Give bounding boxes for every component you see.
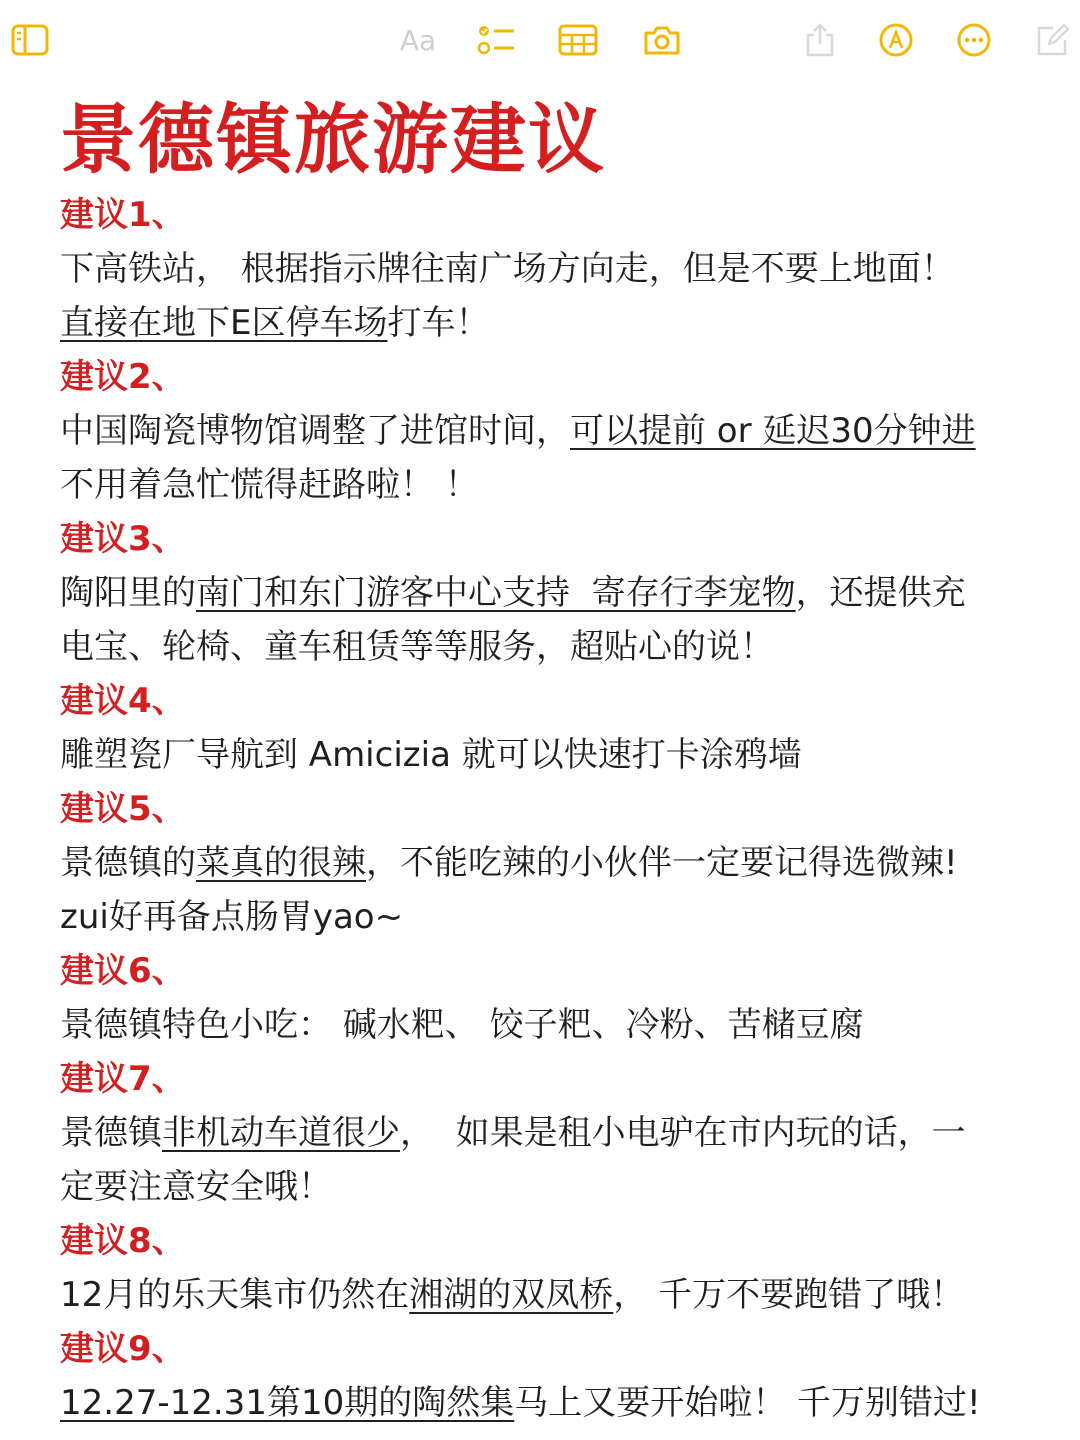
share-button[interactable] — [800, 20, 840, 60]
underlined-text: 12.27-12.31第10期的陶然集 — [60, 1383, 515, 1423]
format-aa-icon: Aa — [399, 23, 437, 57]
tip-7 — [60, 1052, 1050, 1214]
more-ellipsis-icon — [956, 22, 992, 58]
tip-2 — [60, 350, 1050, 512]
tip-4 — [60, 674, 1050, 782]
notes-toolbar — [0, 0, 1080, 80]
tip-line: 电宝、轮椅、童车租赁等等服务，超贴心的说！ — [60, 627, 774, 667]
underlined-text: 非机动车道很少 — [162, 1113, 400, 1153]
tip-line: zui好再备点肠胃yao~ — [60, 897, 404, 937]
tip-label: 建议9、 — [60, 1329, 186, 1369]
new-note-button[interactable] — [1032, 20, 1072, 60]
share-icon — [804, 22, 836, 58]
tip-6 — [60, 944, 1050, 1052]
tip-3 — [60, 512, 1050, 674]
checklist-icon — [476, 23, 516, 57]
tip-label: 建议7、 — [60, 1059, 186, 1099]
tip-label: 建议6、 — [60, 951, 186, 991]
tip-line: 定要注意安全哦！ — [60, 1167, 332, 1207]
tip-label: 建议5、 — [60, 789, 186, 829]
tip-line: 直接在地下E区停车场打车！ — [60, 303, 490, 343]
table-button[interactable] — [558, 20, 598, 60]
tip-5 — [60, 782, 1050, 944]
tip-line: 12月的乐天集市仍然在湘湖的双凤桥， 千万不要跑错了哦！ — [60, 1275, 965, 1315]
tip-line: 景德镇非机动车道很少， 如果是租小电驴在市内玩的话，一 — [60, 1113, 966, 1153]
note-title: 景德镇旅游建议 — [60, 95, 606, 184]
note-body[interactable] — [60, 92, 1050, 1430]
tip-line: 景德镇特色小吃： 碱水粑、 饺子粑、冷粉、苦槠豆腐 — [60, 1005, 864, 1045]
tip-line: 陶阳里的南门和东门游客中心支持 寄存行李宠物，还提供充 — [60, 573, 966, 613]
tip-line: 中国陶瓷博物馆调整了进馆时间，可以提前 or 延迟30分钟进 — [60, 411, 976, 451]
tip-line: 下高铁站， 根据指示牌往南广场方向走，但是不要上地面！ — [60, 249, 955, 289]
markup-button[interactable] — [876, 20, 916, 60]
tip-label: 建议4、 — [60, 681, 186, 721]
underlined-text: 直接在地下E区停车场 — [60, 303, 388, 343]
tip-line: 不用着急忙慌得赶路啦！ ！ — [60, 465, 479, 505]
compose-icon — [1035, 23, 1069, 57]
tip-line: 景德镇的菜真的很辣，不能吃辣的小伙伴一定要记得选微辣! — [60, 843, 958, 883]
table-icon — [558, 24, 598, 56]
underlined-text: 南门和东门游客中心支持 寄存行李宠物 — [196, 573, 796, 613]
format-text-button[interactable] — [396, 20, 440, 60]
more-options-button[interactable] — [954, 20, 994, 60]
tip-line: 12.27-12.31第10期的陶然集马上又要开始啦！ 千万别错过! — [60, 1383, 981, 1423]
markup-pen-icon — [878, 22, 914, 58]
camera-icon — [642, 24, 682, 56]
underlined-text: 湘湖的双凤桥 — [409, 1275, 614, 1315]
tip-1 — [60, 188, 1050, 350]
tip-label: 建议2、 — [60, 357, 186, 397]
tip-8 — [60, 1214, 1050, 1322]
checklist-button[interactable] — [476, 20, 516, 60]
tip-line: 雕塑瓷厂导航到 Amicizia 就可以快速打卡涂鸦墙 — [60, 735, 802, 775]
underlined-text: 菜真的很辣 — [196, 843, 366, 883]
tip-9 — [60, 1322, 1050, 1430]
sidebar-toggle-button[interactable] — [10, 20, 50, 60]
camera-button[interactable] — [642, 20, 682, 60]
sidebar-icon — [11, 23, 49, 57]
tip-label: 建议8、 — [60, 1221, 186, 1261]
tip-label: 建议3、 — [60, 519, 186, 559]
underlined-text: 可以提前 or 延迟30分钟进 — [570, 411, 976, 451]
tip-label: 建议1、 — [60, 195, 186, 235]
